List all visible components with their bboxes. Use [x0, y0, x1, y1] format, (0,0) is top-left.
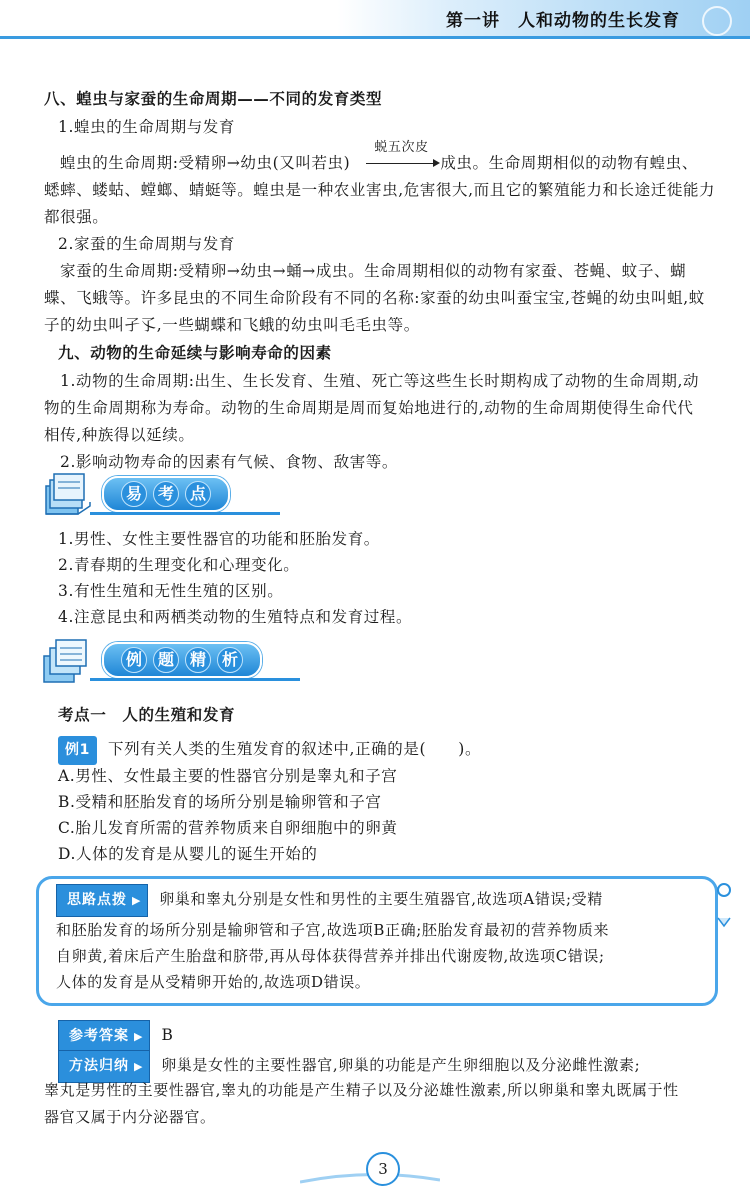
page-number: 3	[366, 1152, 400, 1186]
yikao-banner	[40, 466, 270, 524]
header-swirl-icon	[702, 6, 732, 36]
yikao-char-2: 考	[153, 481, 179, 507]
p1-text-a: 蝗虫的生命周期:受精卵→幼虫(又叫若虫)	[60, 154, 351, 172]
hint-line-1	[56, 884, 696, 917]
yikao-title	[102, 476, 230, 512]
open-books-icon	[40, 632, 98, 690]
long-arrow-icon	[366, 159, 440, 169]
liti-banner	[40, 632, 300, 690]
yikao-item-2: 2.青春期的生理变化和心理变化。	[58, 556, 300, 574]
hint-text	[56, 884, 696, 995]
section-8-para2-line3: 子的幼虫叫孑孓,一些蝴蝶和飞蛾的幼虫叫毛毛虫等。	[44, 316, 420, 334]
section-8-para1-line2: 蟋蟀、蝼蛄、螳螂、蜻蜓等。蝗虫是一种农业害虫,危害很大,而且它的繁殖能力和长途迁徙能力	[44, 181, 716, 199]
method-line-2: 睾丸是男性的主要性器官,睾丸的功能是产生精子以及分泌雄性激素,所以卵巢和睾丸既属于性	[44, 1081, 679, 1099]
section-8-para1-line3: 都很强。	[44, 208, 109, 226]
method-tag: 方法归纳 ▶	[58, 1050, 150, 1083]
section-8-para2-line1: 家蚕的生命周期:受精卵→幼虫→蛹→成虫。生命周期相似的动物有家蚕、苍蝇、蚊子、蝴	[60, 262, 687, 280]
method-line-1-text: 卵巢是女性的主要性器官,卵巢的功能是产生卵细胞以及分泌雌性激素;	[161, 1056, 641, 1074]
liti-char-3: 精	[185, 647, 211, 673]
yikao-char-1: 易	[121, 481, 147, 507]
example-question	[58, 736, 743, 765]
stack-of-books-icon	[40, 466, 98, 524]
liti-underline	[90, 678, 300, 681]
question-text: 下列有关人类的生殖发育的叙述中,正确的是( )。	[108, 740, 482, 758]
hint-line-1-text: 卵巢和睾丸分别是女性和男性的主要生殖器官,故选项A错误;受精	[159, 890, 603, 908]
section-9-para2: 2.影响动物寿命的因素有气候、食物、敌害等。	[60, 453, 398, 471]
section-9-para1-line2: 物的生命周期称为寿命。动物的生命周期是周而复始地进行的,动物的生命周期使得生命代代	[44, 399, 694, 417]
hint-line-3: 自卵黄,着床后产生胎盘和脐带,再从母体获得营养并排出代谢废物,故选项C错误;	[56, 947, 605, 965]
kaodian-heading: 考点一 人的生殖和发育	[58, 706, 236, 724]
liti-char-1: 例	[121, 647, 147, 673]
yikao-item-4: 4.注意昆虫和两栖类动物的生殖特点和发育过程。	[58, 608, 413, 626]
box-ornament-icon	[716, 882, 732, 938]
option-d: D.人体的发育是从婴儿的诞生开始的	[58, 845, 318, 863]
section-8-para1-line1	[44, 140, 729, 177]
yikao-item-1: 1.男性、女性主要性器官的功能和胚胎发育。	[58, 530, 380, 548]
yikao-char-3: 点	[185, 481, 211, 507]
section-9-heading: 九、动物的生命延续与影响寿命的因素	[58, 344, 332, 362]
p1-text-b: 成虫。生命周期相似的动物有蝗虫、	[440, 154, 698, 172]
liti-char-2: 题	[153, 647, 179, 673]
option-c: C.胎儿发育所需的营养物质来自卵细胞中的卵黄	[58, 819, 398, 837]
section-9-para1-line1: 1.动物的生命周期:出生、生长发育、生殖、死亡等这些生长时期构成了动物的生命周期,动	[60, 372, 700, 390]
page-header	[0, 0, 750, 44]
hint-line-4: 人体的发育是从受精卵开始的,故选项D错误。	[56, 973, 371, 991]
answer-value: B	[161, 1026, 174, 1044]
page-number-badge	[360, 1152, 400, 1186]
section-8-heading: 八、蝗虫与家蚕的生命周期——不同的发育类型	[44, 90, 383, 108]
method-line-3: 器官又属于内分泌器官。	[44, 1108, 216, 1126]
yikao-underline	[90, 512, 280, 515]
section-8-sub2: 2.家蚕的生命周期与发育	[58, 235, 235, 253]
molt-arrow-label: 蜕五次皮	[374, 140, 429, 155]
example-tag: 例1	[58, 736, 97, 765]
hint-tag: 思路点拨 ▶	[56, 884, 148, 917]
option-b: B.受精和胚胎发育的场所分别是输卵管和子宫	[58, 793, 382, 811]
section-9-para1-line3: 相传,种族得以延续。	[44, 426, 195, 444]
liti-char-4: 析	[217, 647, 243, 673]
yikao-item-3: 3.有性生殖和无性生殖的区别。	[58, 582, 284, 600]
liti-title	[102, 642, 262, 678]
chapter-title: 第一讲 人和动物的生长发育	[446, 11, 680, 31]
option-a: A.男性、女性最主要的性器官分别是睾丸和子宫	[58, 767, 398, 785]
answer-tag: 参考答案 ▶	[58, 1020, 150, 1053]
section-8-sub1: 1.蝗虫的生命周期与发育	[58, 118, 235, 136]
molt-arrow	[350, 140, 440, 177]
hint-line-2: 和胚胎发育的场所分别是输卵管和子宫,故选项B正确;胚胎发育最初的营养物质来	[56, 921, 610, 939]
section-8-para2-line2: 蝶、飞蛾等。许多昆虫的不同生命阶段有不同的名称:家蚕的幼虫叫蚕宝宝,苍蝇的幼虫叫蛆,蚊	[44, 289, 705, 307]
header-rule	[0, 36, 750, 39]
answer-row	[58, 1020, 743, 1053]
